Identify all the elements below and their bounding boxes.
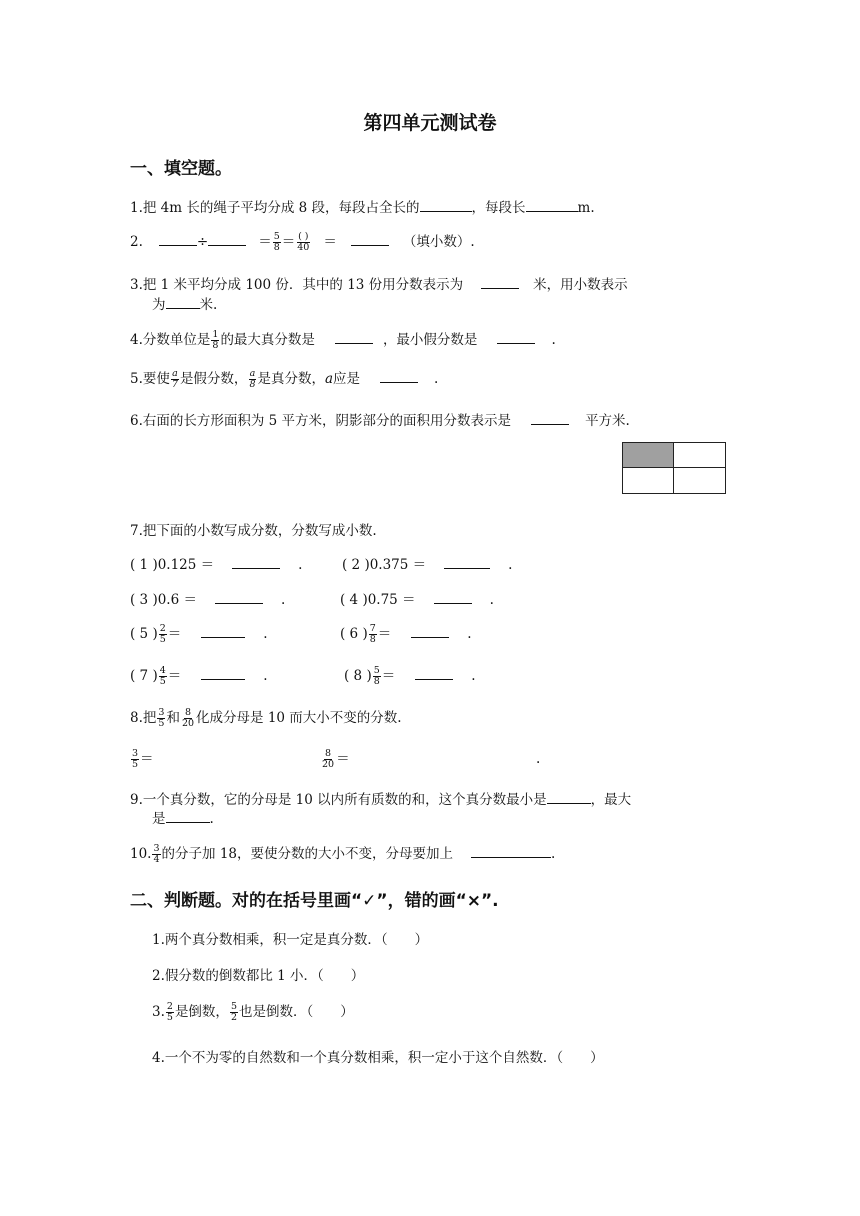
q7-item-3: ( 3 )0.6 ＝ . [130, 592, 286, 608]
rectangle-cell [674, 443, 725, 468]
question-5: 5.要使 $\frac{a}{7}$ 是假分数， $\frac{a}{8}$ 是真分数，a应是 . [130, 368, 439, 390]
question-4: 4.分数单位是 $\frac{1}{8}$ 的最大真分数是 ，最小假分数是 . [130, 329, 556, 351]
judge-1: 1.两个真分数相乘，积一定是真分数．（ ） [152, 932, 429, 948]
question-3: 3.把 1 米平均分成 100 份．其中的 13 份用分数表示为 米，用小数表示 [130, 277, 628, 293]
answer-blank[interactable] [481, 276, 519, 289]
answer-blank[interactable] [351, 233, 389, 246]
fraction: $\frac{3}{5}$ [132, 748, 139, 770]
answer-blank[interactable] [159, 233, 197, 246]
question-3-line2: 为 米. [152, 297, 218, 313]
answer-blank[interactable] [232, 556, 280, 569]
answer-blank[interactable] [497, 331, 535, 344]
fraction: $\frac{5}{8}$ [373, 665, 380, 687]
answer-blank[interactable] [420, 199, 472, 212]
page-title: 第四单元测试卷 [363, 112, 497, 134]
q7-item-4: ( 4 )0.75 ＝ . [340, 592, 494, 608]
fraction: $\frac{1}{8}$ [212, 329, 219, 351]
fraction: $\frac{a}{8}$ [249, 368, 256, 390]
fraction: $\frac{2}{5}$ [166, 1001, 173, 1023]
question-2: 2. ÷ ＝ $\frac{5}{8}$ ＝ $\frac{( )}{40}$ ＝ （填小数）. [130, 231, 475, 253]
judge-2: 2.假分数的倒数都比 1 小．（ ） [152, 968, 365, 984]
answer-blank[interactable] [166, 296, 200, 309]
answer-blank[interactable] [201, 667, 245, 680]
answer-blank[interactable] [434, 591, 472, 604]
question-10: 10. $\frac{3}{4}$ 的分子加 18，要使分数的大小不变，分母要加上 . [130, 843, 556, 865]
section-heading-true-false: 二、判断题。对的在括号里画“✓”，错的画“×”. [130, 891, 499, 911]
fraction: $\frac{3}{5}$ [158, 707, 165, 729]
answer-blank[interactable] [380, 370, 418, 383]
question-9-line2: 是 . [152, 811, 214, 827]
shaded-cell [623, 443, 674, 468]
section-heading-fill-blank: 一、填空题。 [130, 159, 232, 179]
answer-blank[interactable] [335, 331, 373, 344]
rectangle-cell [674, 468, 725, 493]
answer-blank[interactable] [201, 625, 245, 638]
q7-item-7: ( 7 ) $\frac{4}{5}$ ＝ . [130, 665, 268, 687]
q7-item-1: ( 1 )0.125 ＝ . [130, 557, 303, 573]
q8-end: . [536, 751, 541, 767]
answer-blank[interactable] [215, 591, 263, 604]
fraction: $\frac{5}{2}$ [230, 1001, 237, 1023]
fraction: $\frac{8}{20}$ [181, 707, 195, 729]
fraction: $\frac{2}{5}$ [159, 623, 166, 645]
answer-blank[interactable] [444, 556, 490, 569]
fraction: $\frac{8}{20}$ [322, 748, 335, 770]
rectangle-diagram [622, 442, 726, 494]
judge-4: 4.一个不为零的自然数和一个真分数相乘，积一定小于这个自然数．（ ） [152, 1050, 604, 1066]
judge-3: 3. $\frac{2}{5}$ 是倒数， $\frac{5}{2}$ 也是倒数．（ ） [152, 1001, 354, 1023]
question-8: 8.把 $\frac{3}{5}$ 和 $\frac{8}{20}$ 化成分母是 10 而大小不变的分数. [130, 707, 402, 729]
fraction: $\frac{4}{5}$ [159, 665, 166, 687]
answer-blank[interactable] [208, 233, 246, 246]
answer-blank[interactable] [471, 845, 551, 858]
fraction: $\frac{7}{8}$ [369, 623, 376, 645]
answer-blank[interactable] [547, 791, 591, 804]
fraction: $\frac{( )}{40}$ [297, 231, 310, 253]
answer-blank[interactable] [166, 810, 210, 823]
fraction: $\frac{a}{7}$ [171, 368, 178, 390]
q7-item-5: ( 5 ) $\frac{2}{5}$ ＝ . [130, 623, 268, 645]
question-7: 7.把下面的小数写成分数，分数写成小数. [130, 523, 377, 539]
q7-item-2: ( 2 )0.375 ＝ . [342, 557, 513, 573]
q8-answer-1: $\frac{3}{5}$ ＝ [132, 748, 154, 770]
fraction: $\frac{3}{4}$ [153, 843, 160, 865]
q7-item-6: ( 6 ) $\frac{7}{8}$ ＝ . [340, 623, 472, 645]
question-9: 9.一个真分数，它的分母是 10 以内所有质数的和，这个真分数最小是 ，最大 [130, 792, 632, 808]
rectangle-cell [623, 468, 674, 493]
answer-blank[interactable] [526, 199, 578, 212]
fraction: $\frac{5}{8}$ [273, 231, 280, 253]
answer-blank[interactable] [531, 412, 569, 425]
answer-blank[interactable] [411, 625, 449, 638]
answer-blank[interactable] [415, 667, 453, 680]
question-6: 6.右面的长方形面积为 5 平方米，阴影部分的面积用分数表示是 平方米. [130, 413, 630, 429]
q8-answer-2: $\frac{8}{20}$ ＝ [322, 748, 350, 770]
q7-item-8: ( 8 ) $\frac{5}{8}$ ＝ . [344, 665, 476, 687]
question-1: 1.把 4m 长的绳子平均分成 8 段，每段占全长的 ，每段长 m. [130, 200, 595, 216]
